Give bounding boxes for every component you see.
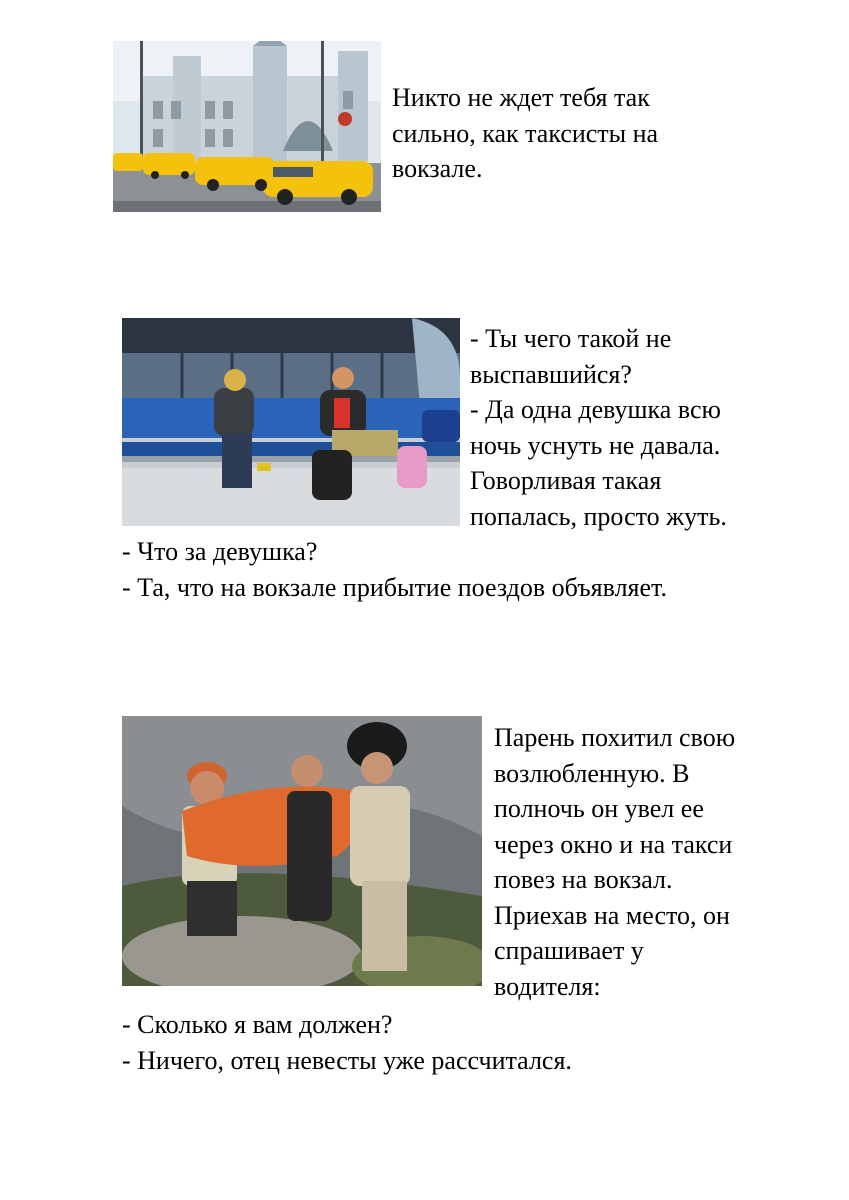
joke-3-text-beside: [494, 720, 735, 1004]
text-line: - Что за девушка?: [122, 537, 318, 566]
text-line: выспавшийся?: [470, 359, 632, 389]
taxi-station-photo: [113, 41, 381, 212]
text-line: Приехав на место, он: [494, 900, 730, 930]
text-line: Парень похитил свою: [494, 723, 736, 752]
text-line: полночь он увел ее: [494, 794, 704, 823]
text-line: Никто не ждет тебя так: [392, 83, 650, 112]
joke-3-text-below: [122, 1007, 572, 1078]
text-line: - Да одна девушка всю: [470, 395, 721, 424]
text-line: ночь уснуть не давала.: [470, 430, 721, 460]
joke-2-text-below: [122, 534, 667, 605]
joke-1-text: [392, 80, 658, 187]
waiting-hall-photo: [122, 318, 460, 526]
text-line: сильно, как таксисты на: [392, 118, 659, 148]
text-line: возлюбленную. В: [494, 758, 690, 788]
text-line: повез на вокзал.: [494, 865, 673, 894]
text-line: Говорливая такая: [470, 466, 662, 495]
text-line: - Ты чего такой не: [470, 324, 672, 353]
text-line: - Та, что на вокзале прибытие поездов объявляет.: [122, 572, 667, 602]
text-line: вокзале.: [392, 154, 483, 183]
text-line: спрашивает у: [494, 936, 644, 965]
text-line: водителя:: [494, 971, 601, 1001]
text-line: - Сколько я вам должен?: [122, 1010, 393, 1039]
text-line: - Ничего, отец невесты уже рассчитался.: [122, 1045, 572, 1075]
text-line: через окно и на такси: [494, 829, 733, 859]
joke-2-text-beside: [470, 321, 727, 534]
text-line: попалась, просто жуть.: [470, 501, 727, 531]
kidnapping-film-still: [122, 716, 482, 986]
